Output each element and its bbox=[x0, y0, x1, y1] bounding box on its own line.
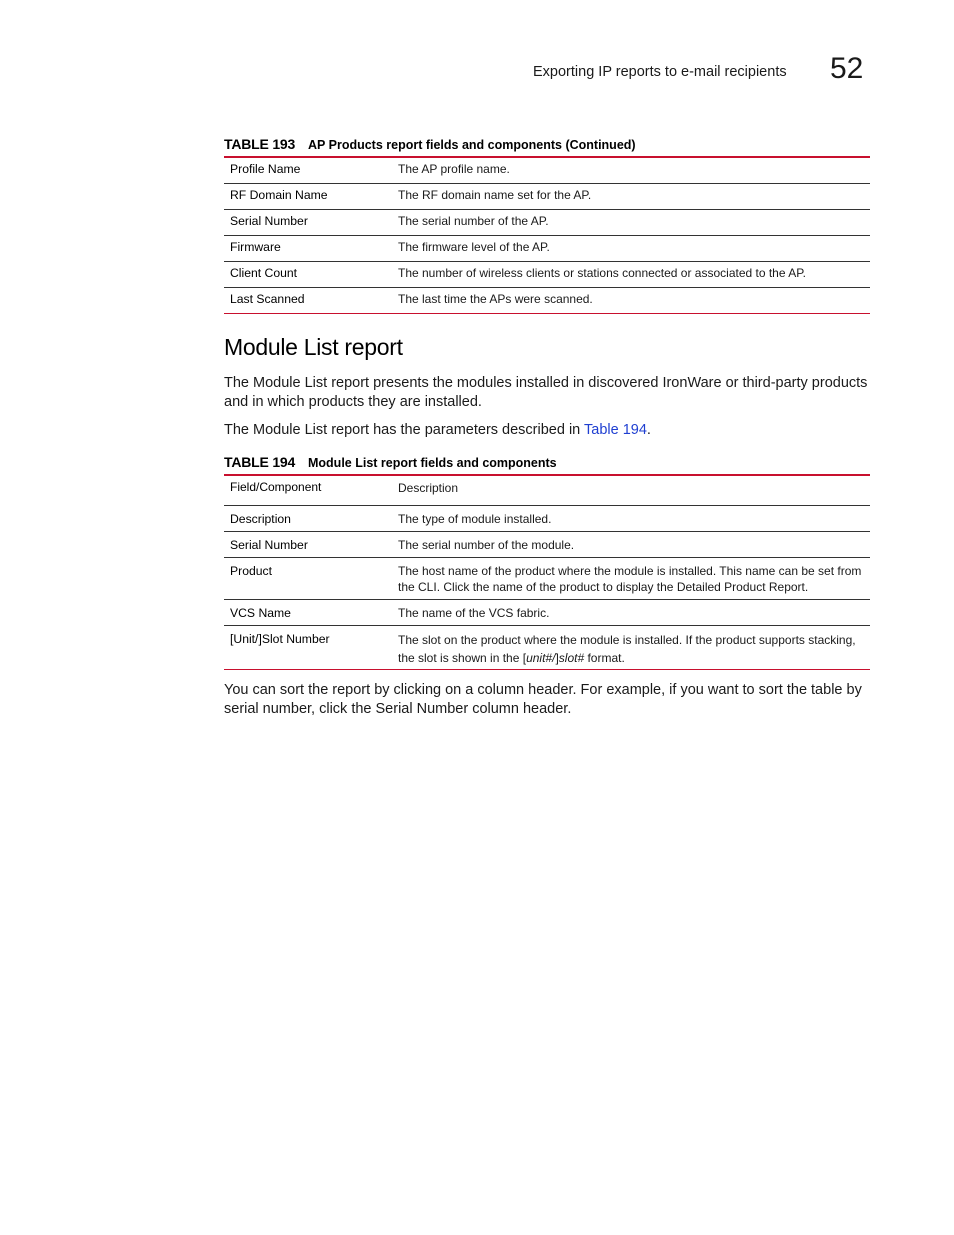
table-row bbox=[224, 600, 870, 626]
table-194-label: TABLE 194 bbox=[224, 454, 296, 470]
para-text: . bbox=[646, 422, 651, 438]
table-header-row bbox=[224, 475, 870, 506]
desc-slot-var: slot# bbox=[558, 651, 585, 665]
desc-cell: The RF domain name set for the AP. bbox=[392, 184, 870, 210]
desc-text: The slot on the product where the module is installed. If the product supports stacking, the slot is shown in the [ bbox=[398, 633, 856, 665]
table-193-caption bbox=[224, 136, 636, 152]
column-header-field: Field/Component bbox=[224, 475, 392, 506]
field-cell: Product bbox=[224, 558, 392, 600]
desc-cell: The type of module installed. bbox=[392, 506, 870, 532]
table-row bbox=[224, 210, 870, 236]
field-cell: Client Count bbox=[224, 262, 392, 288]
desc-cell bbox=[392, 626, 870, 670]
column-header-description: Description bbox=[392, 475, 870, 506]
desc-unit-var: unit#/ bbox=[526, 651, 556, 665]
table-194 bbox=[224, 474, 870, 670]
desc-cell: The host name of the product where the module is installed. This name can be set from the CLI. Click the name of the product to display the Detailed Product Report. bbox=[392, 558, 870, 600]
table-row bbox=[224, 236, 870, 262]
desc-cell: The AP profile name. bbox=[392, 157, 870, 184]
section-heading: Module List report bbox=[224, 334, 403, 360]
table-194-link[interactable]: Table 194 bbox=[584, 422, 647, 438]
field-cell: Description bbox=[224, 506, 392, 532]
field-cell: RF Domain Name bbox=[224, 184, 392, 210]
field-cell: [Unit/]Slot Number bbox=[230, 632, 330, 646]
table-row bbox=[224, 558, 870, 600]
desc-text: format. bbox=[584, 651, 625, 665]
chapter-number: 52 bbox=[830, 52, 864, 85]
table-193 bbox=[224, 156, 870, 314]
table-row bbox=[224, 184, 870, 210]
intro-paragraph: The Module List report presents the modules installed in discovered IronWare or third-party products and in which products they are installed. bbox=[224, 375, 868, 410]
table-row bbox=[224, 532, 870, 558]
table-193-label: TABLE 193 bbox=[224, 136, 296, 152]
field-cell: Firmware bbox=[224, 236, 392, 262]
table-row bbox=[224, 157, 870, 184]
desc-cell: The last time the APs were scanned. bbox=[398, 292, 593, 306]
table-row bbox=[224, 626, 870, 670]
sort-paragraph: You can sort the report by clicking on a column header. For example, if you want to sort the table by serial number, click the Serial Number column header. bbox=[224, 682, 862, 717]
para-text: The Module List report has the parameters described in bbox=[224, 422, 585, 438]
desc-cell: The firmware level of the AP. bbox=[392, 236, 870, 262]
table-194-caption bbox=[224, 454, 557, 470]
table-row bbox=[224, 288, 870, 314]
field-cell: Last Scanned bbox=[230, 292, 305, 306]
table-193-title: AP Products report fields and components (Continued) bbox=[308, 138, 636, 152]
desc-text: ] bbox=[555, 651, 559, 665]
field-cell: VCS Name bbox=[224, 600, 392, 626]
desc-cell: The name of the VCS fabric. bbox=[392, 600, 870, 626]
field-cell: Serial Number bbox=[224, 532, 392, 558]
desc-cell: The number of wireless clients or stations connected or associated to the AP. bbox=[392, 262, 870, 288]
parameters-paragraph bbox=[224, 421, 874, 440]
table-row bbox=[224, 506, 870, 532]
running-header-title: Exporting IP reports to e-mail recipients bbox=[533, 64, 787, 80]
field-cell: Profile Name bbox=[224, 157, 392, 184]
desc-cell: The serial number of the module. bbox=[392, 532, 870, 558]
field-cell: Serial Number bbox=[224, 210, 392, 236]
table-194-title: Module List report fields and components bbox=[308, 456, 557, 470]
table-row bbox=[224, 262, 870, 288]
desc-cell: The serial number of the AP. bbox=[392, 210, 870, 236]
